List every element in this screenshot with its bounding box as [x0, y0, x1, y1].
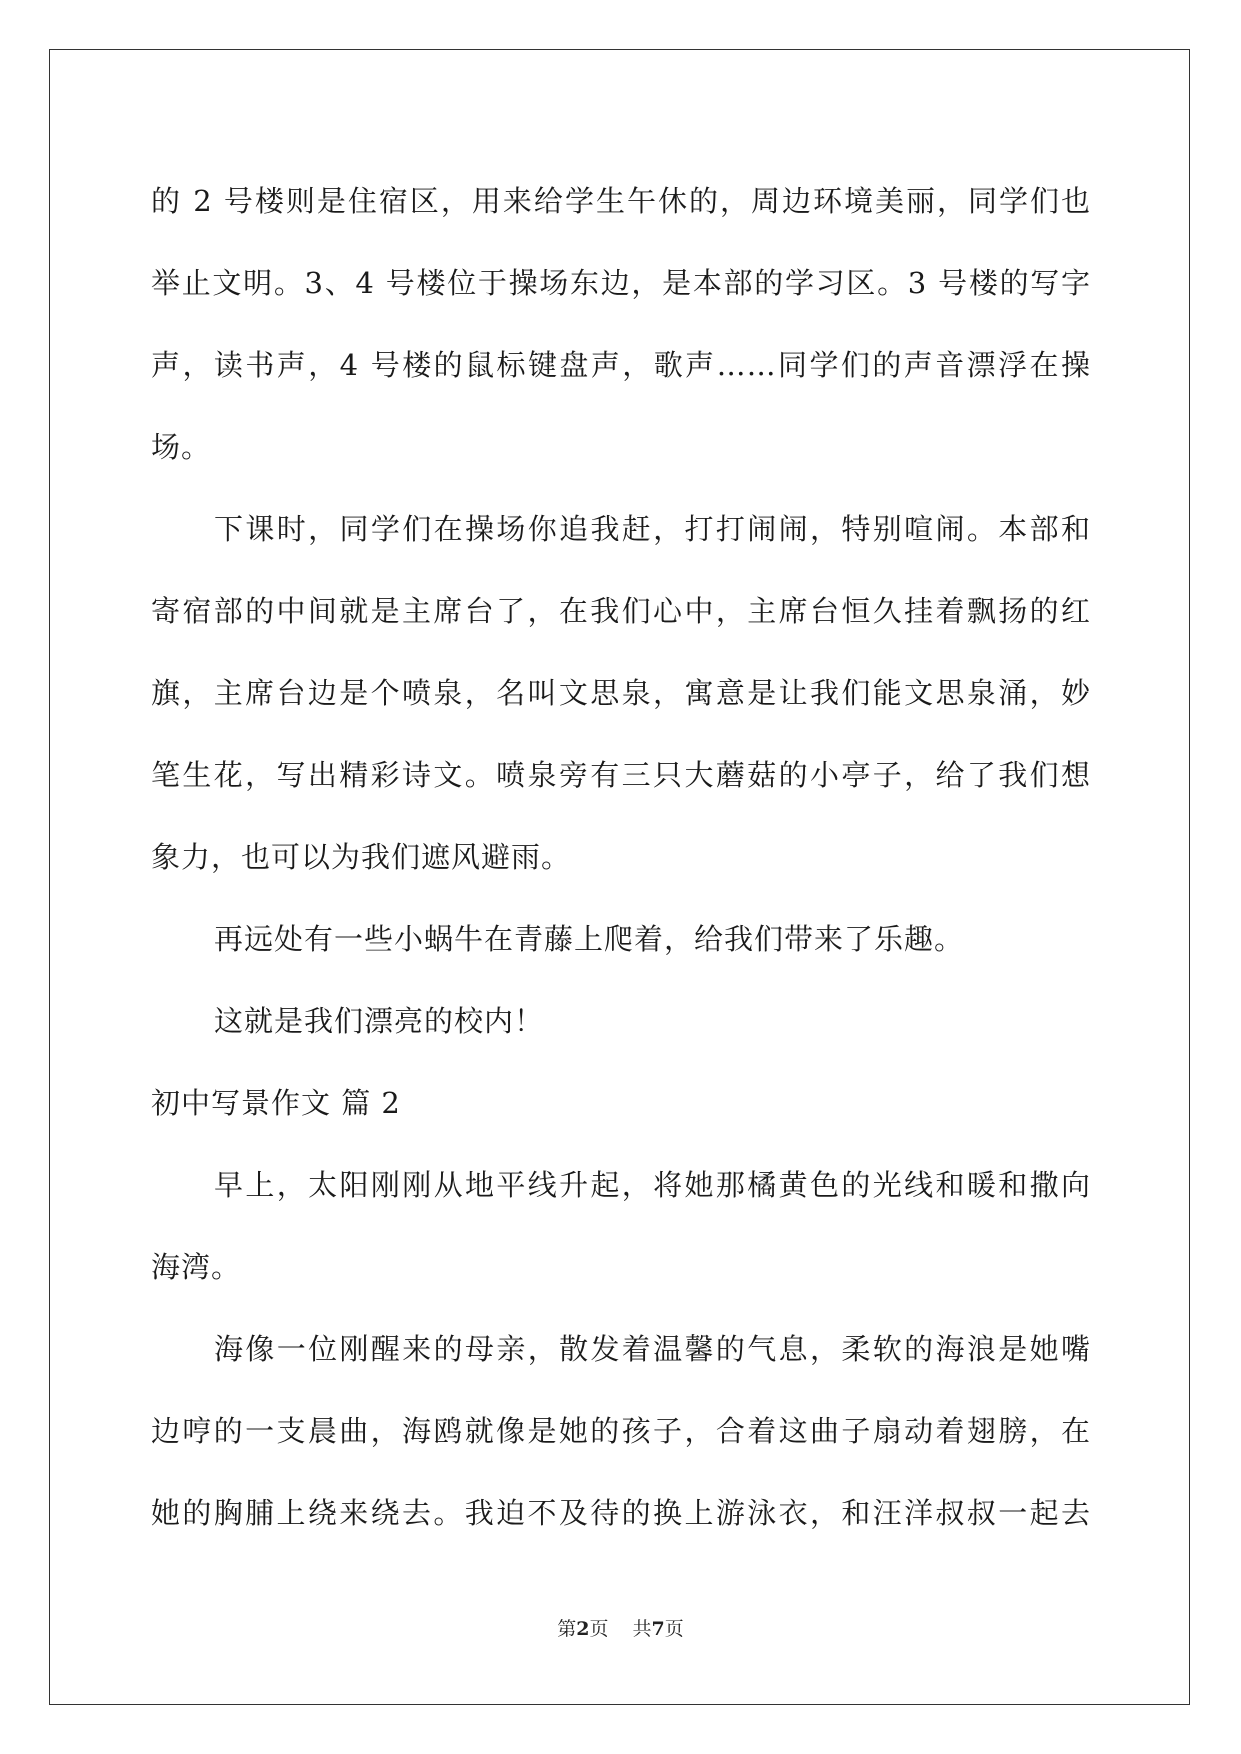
text-line: 海像一位刚醒来的母亲，散发着温馨的气息，柔软的海浪是她嘴: [214, 1332, 1091, 1366]
current-page-number: 2: [576, 1618, 590, 1640]
total-suffix: 页: [664, 1618, 684, 1640]
text-line: 她的胸脯上绕来绕去。我迫不及待的换上游泳衣，和汪洋叔叔一起去: [151, 1496, 1091, 1530]
text-line: 笔生花，写出精彩诗文。喷泉旁有三只大蘑菇的小亭子，给了我们想: [151, 758, 1091, 792]
text-line: 再远处有一些小蜗牛在青藤上爬着，给我们带来了乐趣。: [214, 922, 965, 956]
text-line: 海湾。: [151, 1250, 242, 1284]
text-line: 场。: [151, 430, 212, 464]
text-line: 旗，主席台边是个喷泉，名叫文思泉，寓意是让我们能文思泉涌，妙: [151, 676, 1091, 710]
text-line: 寄宿部的中间就是主席台了，在我们心中，主席台恒久挂着飘扬的红: [151, 594, 1091, 628]
text-line: 声，读书声，4 号楼的鼠标键盘声，歌声……同学们的声音漂浮在操: [151, 348, 1091, 382]
text-line: 举止文明。3、4 号楼位于操场东边，是本部的学习区。3 号楼的写字: [151, 266, 1091, 300]
text-line: 象力，也可以为我们遮风避雨。: [151, 840, 572, 874]
total-prefix: 共: [632, 1618, 652, 1640]
text-line: 边哼的一支晨曲，海鸥就像是她的孩子，合着这曲子扇动着翅膀，在: [151, 1414, 1091, 1448]
text-line: 下课时，同学们在操场你追我赶，打打闹闹，特别喧闹。本部和: [214, 512, 1091, 546]
text-line: 的 2 号楼则是住宿区，用来给学生午休的，周边环境美丽，同学们也: [151, 184, 1091, 218]
page-prefix: 第: [557, 1618, 577, 1640]
page-suffix: 页: [589, 1618, 609, 1640]
document-body: [151, 160, 1091, 1554]
text-line: 早上，太阳刚刚从地平线升起，将她那橘黄色的光线和暖和撒向: [214, 1168, 1091, 1202]
section-heading: 初中写景作文 篇 2: [151, 1086, 401, 1120]
text-line: 这就是我们漂亮的校内！: [214, 1004, 545, 1038]
page-footer: [0, 1614, 1241, 1641]
total-page-number: 7: [651, 1618, 665, 1640]
